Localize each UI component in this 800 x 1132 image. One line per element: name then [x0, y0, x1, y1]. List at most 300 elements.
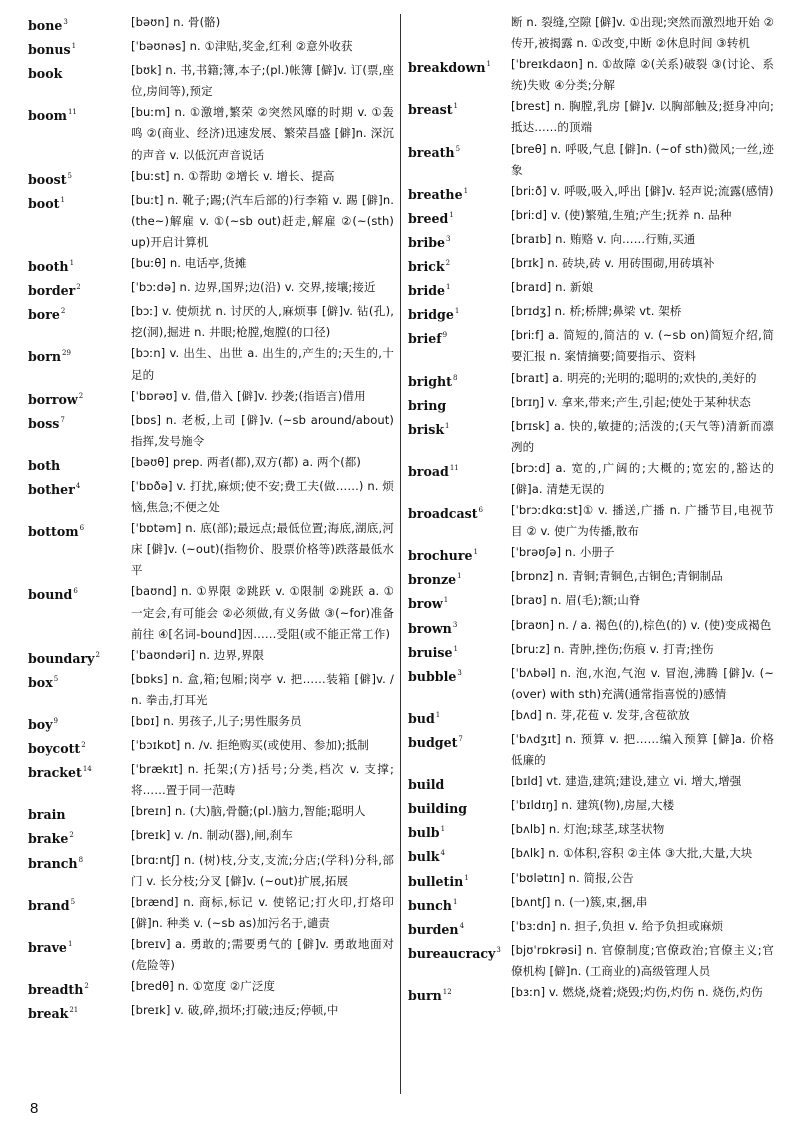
- headword-text: breadth: [28, 982, 84, 998]
- definition: [bɜːn] v. 燃烧,烧着;烧毁;灼伤,灼伤 n. 烧伤,灼伤: [511, 985, 763, 1000]
- headword: [28, 166, 131, 190]
- definition: [bɪld] vt. 建造,建筑;建设,建立 vi. 增大,增强: [511, 774, 742, 789]
- dictionary-entry: [28, 36, 394, 60]
- headword-text: boom: [28, 108, 67, 124]
- headword-text: budget: [408, 735, 458, 750]
- headword-text: build: [408, 777, 445, 793]
- definition: [brɪdʒ] n. 桥;桥牌;鼻梁 vt. 架桥: [511, 304, 682, 319]
- definition: [bʌntʃ] n. (一)簇,束,捆,串: [511, 894, 648, 909]
- frequency-count: 8: [78, 855, 84, 864]
- dictionary-entry: [408, 729, 774, 771]
- dictionary-entry: [28, 60, 394, 102]
- headword-text: broad: [408, 463, 449, 479]
- headword-text: breed: [408, 210, 449, 226]
- frequency-count: 3: [446, 234, 451, 243]
- headword-text: bride: [408, 283, 446, 299]
- headword-text: bound: [28, 587, 73, 603]
- dictionary-entry: [28, 452, 394, 476]
- definition: [ˈbɜːdn] n. 担子,负担 v. 给予负担或麻烦: [511, 918, 724, 933]
- frequency-count: 4: [459, 921, 465, 930]
- headword-text: bribe: [408, 234, 446, 250]
- headword: [28, 934, 131, 958]
- dictionary-entry: [408, 229, 774, 253]
- definition: [ˈbɔɪkɒt] n. /v. 拒绝购买(或使用、参加);抵制: [131, 738, 369, 753]
- headword-text: bottom: [28, 524, 79, 540]
- frequency-count: 3: [457, 668, 462, 677]
- definition: [ˈbʊlətɪn] n. 简报,公告: [511, 870, 634, 885]
- headword-text: branch: [28, 855, 78, 871]
- headword: [28, 1000, 131, 1024]
- dictionary-entry: [408, 54, 774, 96]
- dictionary-entry: [408, 940, 774, 982]
- dictionary-entry: [28, 301, 394, 343]
- dictionary-entry: [28, 711, 394, 735]
- definition: [brɒnz] n. 青铜;青铜色,古铜色;青铜制品: [511, 569, 723, 584]
- headword-text: boot: [28, 195, 60, 211]
- definition: [buːm] n. ①激增,繁荣 ②突然风靡的时期 v. ①轰鸣 ②(商业、经济)迅速发展、繁荣昌盛 [僻]n. 深沉的声音 v. 以低沉声音说话: [131, 105, 394, 162]
- headword-text: boy: [28, 717, 53, 732]
- headword: [408, 771, 511, 795]
- headword-text: bonus: [28, 42, 71, 58]
- frequency-count: 6: [73, 587, 78, 596]
- definition: [brest] n. 胸膛,乳房 [僻]v. 以胸部触及;挺身冲向;抵达……的顶端: [511, 99, 774, 135]
- dictionary-entry: [28, 476, 394, 518]
- definition: [breɪk] v. /n. 制动(器),闸,刹车: [131, 828, 293, 843]
- frequency-count: 11: [67, 108, 77, 117]
- headword: [28, 645, 131, 669]
- definition: [bjʊˈrɒkrəsi] n. 官僚制度;官僚政治;官僚主义;官僚机构 [僻]n. (工商业的)高级管理人员: [511, 942, 774, 978]
- definition: [bʌd] n. 芽,花苞 v. 发芽,含苞欲放: [511, 707, 690, 722]
- headword: [28, 518, 131, 542]
- headword: [408, 139, 511, 163]
- headword: [28, 476, 131, 500]
- headword: [408, 819, 511, 843]
- definition: [ˈbreɪkdaʊn] n. ①故障 ②(关系)破裂 ③(讨论、系统)失败 ④分类;分解: [511, 57, 774, 93]
- definition: [ˈbaʊndəri] n. 边界,界限: [131, 647, 265, 662]
- dictionary-entry: [28, 825, 394, 849]
- headword: [408, 181, 511, 205]
- dictionary-entry: [408, 416, 774, 458]
- frequency-count: 1: [71, 42, 77, 51]
- definition: [braɪb] n. 贿赂 v. 向……行贿,买通: [511, 231, 696, 246]
- definition: [braʊ] n. 眉(毛);额;山脊: [511, 593, 641, 608]
- dictionary-entry: [408, 590, 774, 614]
- headword-text: border: [28, 283, 76, 299]
- headword-text: brief: [408, 331, 442, 347]
- frequency-count: 1: [69, 259, 75, 268]
- definition: [buːt] n. 靴子;踢;(汽车后部的)行李箱 v. 踢 [僻]n. (the~)解雇 v. ①(~sb out)赶走,解雇 ②(~(sth) up)开启计算机: [131, 192, 394, 249]
- definition: [ˈbɒtəm] n. 底(部);最远点;最低位置;海底,湖底,河床 [僻]v. (~out)(指物价、股票价格等)跌落最低水平: [131, 521, 394, 578]
- headword-text: bulb: [408, 825, 440, 841]
- headword-text: brave: [28, 939, 67, 955]
- headword: [408, 500, 511, 524]
- frequency-count: 1: [457, 572, 462, 581]
- dictionary-entry: [408, 392, 774, 416]
- frequency-count: 21: [69, 1006, 79, 1015]
- headword: [408, 12, 511, 36]
- headword-text: brick: [408, 259, 445, 275]
- headword: [28, 452, 131, 476]
- headword: [28, 253, 131, 277]
- definition: [bredθ] n. ①宽度 ②广泛度: [131, 979, 276, 994]
- headword: [408, 729, 511, 753]
- headword: [28, 386, 131, 410]
- headword: [28, 759, 131, 783]
- dictionary-entry: [28, 645, 394, 669]
- frequency-count: 3: [452, 620, 458, 629]
- headword-text: boycott: [28, 741, 81, 757]
- definition: [breɪk] v. 破,碎,损坏;打破;违反;停顿,中: [131, 1003, 339, 1018]
- dictionary-entry: [408, 795, 774, 819]
- headword-text: burden: [408, 921, 459, 937]
- headword-text: bunch: [408, 897, 452, 913]
- frequency-count: 1: [454, 307, 460, 316]
- dictionary-entry: [408, 301, 774, 325]
- headword-text: bronze: [408, 572, 457, 588]
- definition: [briːd] v. (使)繁殖,生殖;产生;抚养 n. 品种: [511, 207, 732, 222]
- headword-text: bubble: [408, 668, 457, 684]
- dictionary-entry: [28, 343, 394, 385]
- headword: [28, 850, 131, 874]
- headword-text: bright: [408, 373, 453, 389]
- frequency-count: 1: [443, 596, 449, 605]
- headword: [408, 843, 511, 867]
- headword-text: brake: [28, 831, 69, 847]
- definition: [brɑːntʃ] n. (树)枝,分支,支流;分店;(学科)分科,部门 v. 长分枝;分叉 [僻]v. (~out)扩展,拓展: [131, 852, 394, 888]
- frequency-count: 1: [473, 548, 478, 557]
- headword: [28, 801, 131, 825]
- headword: [408, 615, 511, 639]
- dictionary-entry: [408, 916, 774, 940]
- headword: [408, 301, 511, 325]
- frequency-count: 2: [76, 283, 81, 292]
- headword-text: boundary: [28, 650, 95, 666]
- dictionary-entry: [28, 976, 394, 1000]
- headword: [28, 60, 131, 84]
- definition: [brɪŋ] v. 拿来,带来;产生,引起;使处于某种状态: [511, 394, 751, 409]
- headword: [408, 205, 511, 229]
- definition: [ˈbʌbəl] n. 泡,水泡,气泡 v. 冒泡,沸腾 [僻]v. (~(over) with sth)充满(通常指喜悦的)感情: [511, 665, 774, 701]
- definition: [buːst] n. ①帮助 ②增长 v. 增长、提高: [131, 168, 335, 183]
- frequency-count: 1: [445, 421, 450, 430]
- definition: [breɪn] n. (大)脑,骨髓;(pl.)脑力,智能;聪明人: [131, 804, 366, 819]
- headword-text: bureaucracy: [408, 945, 496, 961]
- dictionary-entry: [28, 253, 394, 277]
- frequency-count: 5: [455, 144, 461, 153]
- dictionary-entry: [408, 325, 774, 367]
- column-divider: [400, 14, 401, 1094]
- headword: [408, 916, 511, 940]
- headword: [28, 12, 131, 36]
- headword-text: bulletin: [408, 873, 464, 889]
- headword-text: bridge: [408, 307, 454, 323]
- headword: [408, 54, 511, 78]
- dictionary-entry: [28, 410, 394, 452]
- definition: [ˈbʌdʒɪt] n. 预算 v. 把……编入预算 [僻]a. 价格低廉的: [511, 732, 774, 768]
- headword-text: boost: [28, 171, 67, 187]
- definition: [bɒɪ] n. 男孩子,儿子;男性服务员: [131, 714, 302, 728]
- definition: [bʌlk] n. ①体积,容积 ②主体 ③大批,大量,大块: [511, 846, 753, 861]
- dictionary-entry: [28, 735, 394, 759]
- headword-text: breakdown: [408, 60, 486, 76]
- definition: [ˈbɒðə] v. 打扰,麻烦;使不安;费工夫(做……) n. 烦恼,焦急;不便之处: [131, 478, 394, 515]
- frequency-count: 14: [82, 765, 92, 774]
- dictionary-entry: [408, 566, 774, 590]
- frequency-count: 1: [60, 195, 65, 204]
- headword-text: bother: [28, 481, 75, 497]
- headword-text: broadcast: [408, 506, 478, 522]
- frequency-count: 2: [78, 391, 84, 400]
- frequency-count: 5: [67, 171, 72, 180]
- headword: [408, 868, 511, 892]
- headword-text: boss: [28, 415, 60, 431]
- dictionary-entry: [28, 12, 394, 36]
- frequency-count: 2: [60, 307, 66, 316]
- dictionary-entry: [408, 892, 774, 916]
- definition: [ˈbɔːdə] n. 边界,国界;边(沿) v. 交界,接壤;接近: [131, 280, 376, 295]
- definition: [briːf] a. 简短的,简洁的 v. (~sb on)简短介绍,简要汇报 n. 案情摘要;简要指示、资料: [511, 328, 774, 364]
- dictionary-entry: [28, 386, 394, 410]
- dictionary-entry: [28, 669, 394, 711]
- headword: [408, 940, 511, 964]
- definition: [bʌlb] n. 灯泡;球茎,球茎状物: [511, 822, 665, 837]
- dictionary-entry: [28, 518, 394, 581]
- headword-text: brand: [28, 897, 70, 913]
- dictionary-entry: [408, 982, 774, 1006]
- headword: [408, 277, 511, 301]
- definition: [bəʊn] n. 骨(骼): [131, 15, 221, 29]
- dictionary-entry: [28, 759, 394, 801]
- headword: [28, 581, 131, 605]
- definition: [bɒks] n. 盒,箱;包厢;岗亭 v. 把……装箱 [僻]v. / n. 拳击,打耳光: [131, 671, 394, 707]
- headword: [28, 892, 131, 916]
- right-column: [408, 12, 774, 1006]
- headword: [408, 663, 511, 687]
- headword-text: bud: [408, 710, 435, 726]
- definition: [breθ] n. 呼吸,气息 [僻]n. (~of sth)微风;一丝,迹象: [511, 141, 774, 177]
- frequency-count: 11: [449, 463, 459, 472]
- definition: [ˈbrəʊʃə] n. 小册子: [511, 545, 615, 560]
- dictionary-entry: [408, 771, 774, 795]
- headword: [408, 96, 511, 120]
- dictionary-entry: [408, 12, 774, 54]
- frequency-count: 9: [442, 331, 448, 340]
- frequency-count: 7: [60, 415, 65, 424]
- definition: [bɒs] n. 老板,上司 [僻]v. (~sb around/about)指挥,发号施令: [131, 412, 394, 448]
- headword-text: building: [408, 801, 468, 817]
- headword: [28, 277, 131, 301]
- headword: [408, 639, 511, 663]
- definition: [brɪk] n. 砖块,砖 v. 用砖围砌,用砖填补: [511, 256, 715, 271]
- frequency-count: 1: [435, 710, 441, 719]
- frequency-count: 2: [69, 831, 74, 840]
- frequency-count: 7: [458, 735, 463, 743]
- headword: [28, 410, 131, 434]
- definition: [brænd] n. 商标,标记 v. 使铭记;打火印,打烙印 [僻]n. 种类 v. (~sb as)加污名于,谴责: [131, 894, 394, 930]
- dictionary-entry: [408, 843, 774, 867]
- frequency-count: 8: [453, 373, 458, 382]
- frequency-count: 12: [442, 988, 452, 997]
- headword: [28, 102, 131, 126]
- frequency-count: 2: [81, 741, 86, 750]
- frequency-count: 1: [452, 897, 458, 906]
- headword: [408, 542, 511, 566]
- headword: [408, 392, 511, 416]
- dictionary-entry: [28, 1000, 394, 1024]
- dictionary-entry: [28, 277, 394, 301]
- dictionary-entry: [408, 819, 774, 843]
- headword: [28, 190, 131, 214]
- headword-text: burn: [408, 988, 442, 1004]
- frequency-count: 3: [496, 945, 501, 954]
- dictionary-entry: [28, 850, 394, 892]
- headword: [408, 458, 511, 482]
- frequency-count: 2: [445, 259, 451, 268]
- headword: [28, 343, 131, 367]
- definition: [brɪsk] a. 快的,敏捷的;活泼的;(天气等)清新而凛冽的: [511, 418, 774, 454]
- dictionary-entry: [28, 934, 394, 976]
- definition: [ˈbəʊnəs] n. ①津贴,奖金,红利 ②意外收获: [131, 39, 353, 54]
- dictionary-entry: [408, 639, 774, 663]
- definition: [baʊnd] n. ①界限 ②跳跃 v. ①限制 ②跳跃 a. ①一定会,有可能会 ②必须做,有义务做 ③(~for)准备前往 ④[名词-bound]因……受阻(或不能正常工作): [131, 584, 394, 641]
- dictionary-entry: [408, 615, 774, 639]
- page-number: 8: [30, 1100, 39, 1117]
- dictionary-entry: [408, 181, 774, 205]
- definition: [bɔːn] v. 出生、出世 a. 出生的,产生的;天生的,十足的: [131, 346, 394, 382]
- definition: [bʊk] n. 书,书籍;簿,本子;(pl.)帐簿 [僻]v. 订(票,座位,房间等),预定: [131, 63, 394, 99]
- definition: [braɪd] n. 新娘: [511, 280, 594, 295]
- headword-text: breath: [408, 144, 455, 160]
- headword: [408, 229, 511, 253]
- definition: [braʊn] n. / a. 褐色(的),棕色(的) v. (使)变成褐色: [511, 617, 772, 632]
- headword-text: brain: [28, 807, 66, 823]
- dictionary-entry: [28, 102, 394, 165]
- headword: [408, 416, 511, 440]
- definition: [ˈbrɔːdkɑːst]① v. 播送,广播 n. 广播节目,电视节目 ② v. 使广为传播,散布: [511, 503, 774, 539]
- definition: 断 n. 裂缝,空隙 [僻]v. ①出现;突然而激烈地开始 ②传开,被揭露 n. ①改变,中断 ②休息时间 ③转机: [511, 15, 775, 51]
- headword-text: box: [28, 674, 53, 690]
- headword-text: bring: [408, 397, 447, 413]
- headword-text: bulk: [408, 849, 440, 865]
- headword: [408, 566, 511, 590]
- frequency-count: 6: [478, 506, 484, 515]
- headword-text: bracket: [28, 765, 82, 781]
- headword-text: brochure: [408, 548, 473, 564]
- definition: [bruːz] n. 青肿,挫伤;伤痕 v. 打青;挫伤: [511, 641, 714, 656]
- definition: [bɔː] v. 使烦扰 n. 讨厌的人,麻烦事 [僻]v. 钻(孔),挖(洞),掘进 n. 井眼;枪膛,炮膛(的口径): [131, 304, 394, 340]
- frequency-count: 1: [440, 825, 446, 834]
- headword-text: brisk: [408, 421, 445, 437]
- definition: [bəʊθ] prep. 两者(都),双方(都) a. 两个(都): [131, 454, 361, 469]
- frequency-count: 6: [79, 524, 85, 533]
- headword-text: brow: [408, 596, 443, 612]
- headword: [28, 711, 131, 735]
- dictionary-entry: [28, 801, 394, 825]
- definition: [ˈbɒrəʊ] v. 借,借入 [僻]v. 抄袭;(指语言)借用: [131, 388, 366, 403]
- headword-text: breast: [408, 102, 453, 118]
- headword: [28, 976, 131, 1000]
- frequency-count: 9: [53, 717, 58, 725]
- left-column: [28, 12, 394, 1024]
- dictionary-entry: [408, 96, 774, 138]
- headword: [28, 301, 131, 325]
- headword: [408, 795, 511, 819]
- headword: [28, 669, 131, 693]
- frequency-count: 5: [53, 674, 59, 683]
- dictionary-entry: [408, 253, 774, 277]
- definition: [braɪt] a. 明亮的;光明的;聪明的;欢快的,美好的: [511, 370, 757, 385]
- frequency-count: 1: [446, 283, 451, 292]
- headword: [408, 705, 511, 729]
- headword: [408, 325, 511, 349]
- headword-text: brown: [408, 620, 452, 636]
- frequency-count: 1: [453, 644, 458, 653]
- frequency-count: 4: [440, 849, 445, 858]
- headword-text: borrow: [28, 391, 78, 407]
- frequency-count: 29: [62, 349, 71, 358]
- definition: [breɪv] a. 勇敢的;需要勇气的 [僻]v. 勇敢地面对(危险等): [131, 936, 394, 973]
- headword-text: both: [28, 457, 61, 473]
- headword-text: break: [28, 1006, 69, 1022]
- frequency-count: 3: [63, 18, 68, 26]
- headword: [408, 982, 511, 1006]
- definition: [ˈbrækɪt] n. 托架;(方)括号;分类,档次 v. 支撑;将……置于同一范畴: [131, 762, 394, 798]
- headword: [28, 36, 131, 60]
- headword-text: book: [28, 66, 63, 82]
- dictionary-entry: [408, 542, 774, 566]
- frequency-count: 1: [453, 102, 458, 111]
- dictionary-entry: [28, 581, 394, 644]
- dictionary-entry: [28, 892, 394, 934]
- frequency-count: 2: [84, 982, 89, 991]
- headword: [408, 590, 511, 614]
- frequency-count: 1: [486, 60, 492, 69]
- dictionary-entry: [408, 277, 774, 301]
- dictionary-entry: [408, 663, 774, 705]
- headword: [408, 368, 511, 392]
- dictionary-entry: [28, 190, 394, 253]
- definition: [brɔːd] a. 宽的,广阔的;大概的;宽宏的,豁达的 [僻]a. 清楚无误的: [511, 460, 774, 496]
- definition: [buːθ] n. 电话亭,货摊: [131, 256, 247, 271]
- headword-text: bone: [28, 18, 63, 33]
- headword: [408, 892, 511, 916]
- headword-text: bore: [28, 307, 60, 323]
- definition: [briːð] v. 呼吸,吸入,呼出 [僻]v. 轻声说;流露(感情): [511, 183, 774, 198]
- frequency-count: 4: [75, 481, 81, 490]
- dictionary-entry: [408, 205, 774, 229]
- headword-text: bruise: [408, 644, 453, 660]
- headword: [408, 253, 511, 277]
- dictionary-entry: [408, 368, 774, 392]
- dictionary-entry: [408, 705, 774, 729]
- headword: [28, 825, 131, 849]
- dictionary-entry: [408, 500, 774, 542]
- frequency-count: 1: [464, 873, 469, 882]
- frequency-count: 1: [463, 186, 469, 195]
- headword-text: booth: [28, 259, 69, 275]
- headword-text: breathe: [408, 186, 463, 202]
- dictionary-entry: [408, 139, 774, 181]
- frequency-count: 1: [449, 210, 454, 219]
- dictionary-entry: [408, 458, 774, 500]
- dictionary-entry: [28, 166, 394, 190]
- frequency-count: 5: [70, 897, 76, 906]
- headword: [28, 735, 131, 759]
- definition: [ˈbɪldɪŋ] n. 建筑(物),房屋,大楼: [511, 798, 675, 813]
- dictionary-entry: [408, 868, 774, 892]
- headword-text: born: [28, 349, 61, 365]
- frequency-count: 1: [67, 939, 73, 948]
